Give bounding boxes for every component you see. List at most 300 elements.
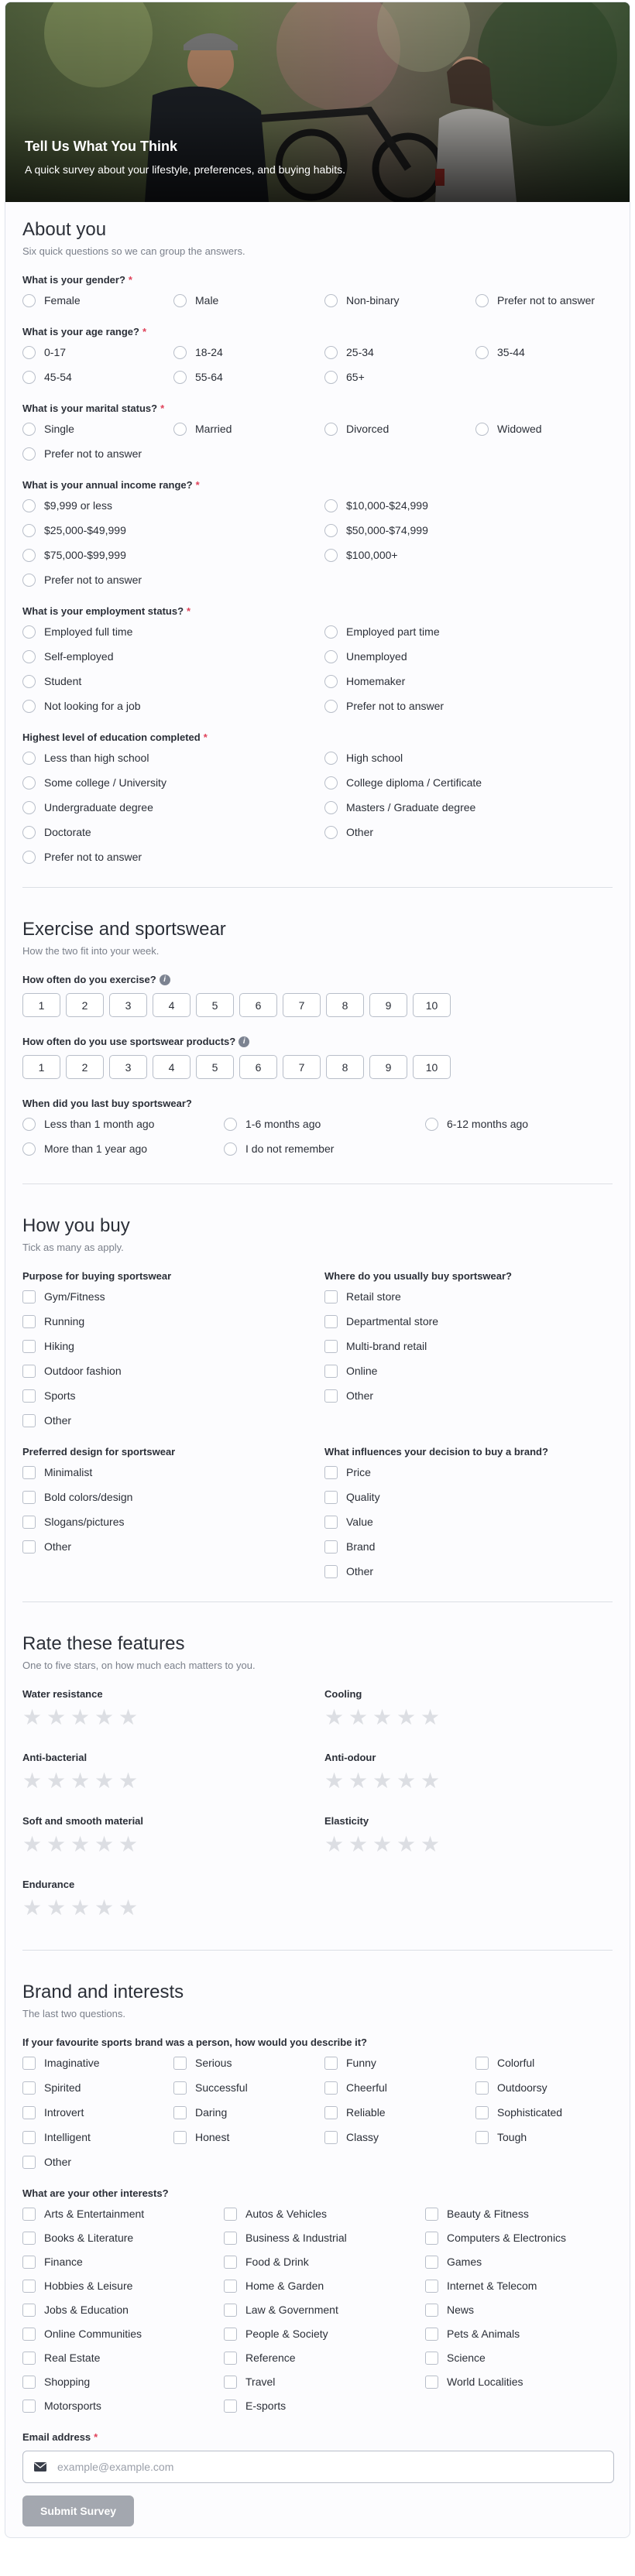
checkbox-option[interactable]: [22, 1465, 324, 1479]
checkbox-option[interactable]: [425, 2375, 626, 2389]
checkbox[interactable]: [425, 2304, 438, 2317]
star-icon[interactable]: ★: [348, 1705, 369, 1729]
radio-option[interactable]: [22, 699, 324, 713]
checkbox-option[interactable]: [425, 2279, 626, 2293]
section-subtitle: Tick as many as apply.: [22, 1242, 124, 1253]
scale-option-3[interactable]: 3: [109, 993, 147, 1017]
option-label: Other: [44, 1414, 72, 1427]
radio-option[interactable]: [173, 345, 324, 359]
radio-button[interactable]: [324, 423, 338, 436]
radio-button[interactable]: [324, 700, 338, 713]
radio-option[interactable]: [173, 422, 324, 436]
star-icon[interactable]: ★: [118, 1832, 139, 1856]
scale-option-7[interactable]: 7: [283, 1055, 321, 1079]
star-icon[interactable]: ★: [324, 1832, 345, 1856]
star-icon[interactable]: ★: [420, 1832, 441, 1856]
checkbox-option[interactable]: [22, 1540, 324, 1553]
checkbox-option[interactable]: [22, 2231, 224, 2245]
checkbox[interactable]: [425, 2280, 438, 2293]
radio-option[interactable]: [173, 370, 324, 384]
checkbox[interactable]: [224, 2376, 237, 2389]
checkbox[interactable]: [22, 1389, 36, 1403]
checkbox[interactable]: [22, 1516, 36, 1529]
checkbox-option[interactable]: [173, 2130, 324, 2144]
star-icon[interactable]: ★: [372, 1832, 393, 1856]
scale-option-8[interactable]: 8: [326, 1055, 364, 1079]
checkbox-option[interactable]: [324, 1389, 626, 1403]
checkbox-option[interactable]: [324, 2081, 475, 2095]
radio-option[interactable]: [324, 293, 475, 307]
checkbox-option[interactable]: [324, 1515, 626, 1529]
star-icon[interactable]: ★: [70, 1832, 91, 1856]
option-label: Male: [195, 294, 219, 307]
star-icon[interactable]: ★: [94, 1832, 115, 1856]
checkbox[interactable]: [324, 2081, 338, 2095]
radio-button[interactable]: [22, 675, 36, 688]
checkbox[interactable]: [425, 2352, 438, 2365]
star-icon[interactable]: ★: [396, 1832, 417, 1856]
option-label: Reference: [245, 2352, 296, 2364]
checkbox-option[interactable]: [224, 2255, 425, 2269]
checkbox-option[interactable]: [475, 2081, 626, 2095]
star-rating: [22, 1896, 324, 1920]
purpose-options: [22, 1290, 324, 1427]
radio-button[interactable]: [324, 826, 338, 839]
checkbox[interactable]: [324, 1540, 338, 1553]
checkbox-option[interactable]: [324, 1465, 626, 1479]
checkbox-option[interactable]: [425, 2327, 626, 2341]
checkbox-option[interactable]: [324, 1564, 626, 1578]
radio-button[interactable]: [324, 650, 338, 663]
option-label: Funny: [346, 2057, 376, 2069]
checkbox[interactable]: [22, 2131, 36, 2144]
scale-option-4[interactable]: 4: [153, 1055, 190, 1079]
checkbox[interactable]: [22, 1466, 36, 1479]
checkbox-option[interactable]: [324, 1364, 626, 1378]
checkbox-option[interactable]: [22, 1339, 324, 1353]
option-label: $50,000-$74,999: [346, 524, 428, 536]
radio-option[interactable]: [324, 649, 626, 663]
checkbox-option[interactable]: [224, 2207, 425, 2221]
star-icon[interactable]: ★: [22, 1769, 43, 1793]
scale-option-7[interactable]: 7: [283, 993, 321, 1017]
checkbox[interactable]: [475, 2131, 489, 2144]
star-icon[interactable]: ★: [420, 1705, 441, 1729]
radio-button[interactable]: [324, 675, 338, 688]
star-icon[interactable]: ★: [94, 1896, 115, 1920]
checkbox-option[interactable]: [224, 2327, 425, 2341]
checkbox-option[interactable]: [22, 2255, 224, 2269]
radio-button[interactable]: [22, 650, 36, 663]
checkbox[interactable]: [324, 1491, 338, 1504]
checkbox[interactable]: [173, 2081, 187, 2095]
radio-option[interactable]: [475, 422, 626, 436]
checkbox-option[interactable]: [324, 2130, 475, 2144]
star-icon[interactable]: ★: [70, 1896, 91, 1920]
radio-button[interactable]: [324, 625, 338, 639]
radio-button[interactable]: [324, 549, 338, 562]
checkbox-option[interactable]: [324, 1339, 626, 1353]
checkbox[interactable]: [324, 2057, 338, 2070]
radio-option[interactable]: [324, 523, 626, 537]
radio-button[interactable]: [425, 1118, 438, 1131]
checkbox-option[interactable]: [173, 2105, 324, 2119]
radio-option[interactable]: [22, 649, 324, 663]
checkbox[interactable]: [224, 2304, 237, 2317]
question-label: Purpose for buying sportswear: [22, 1270, 172, 1282]
radio-button[interactable]: [173, 294, 187, 307]
star-icon[interactable]: ★: [324, 1769, 345, 1793]
checkbox[interactable]: [324, 1365, 338, 1378]
star-icon[interactable]: ★: [46, 1705, 67, 1729]
checkbox-option[interactable]: [324, 1540, 626, 1553]
checkbox[interactable]: [425, 2256, 438, 2269]
checkbox-option[interactable]: [324, 2056, 475, 2070]
radio-button[interactable]: [224, 1142, 237, 1156]
radio-option[interactable]: [324, 699, 626, 713]
option-label: Daring: [195, 2106, 228, 2119]
star-icon[interactable]: ★: [22, 1896, 43, 1920]
checkbox[interactable]: [22, 1340, 36, 1353]
radio-button[interactable]: [224, 1118, 237, 1131]
option-label: Food & Drink: [245, 2256, 309, 2268]
radio-button[interactable]: [22, 499, 36, 512]
option-label: Cheerful: [346, 2081, 387, 2094]
checkbox[interactable]: [22, 2081, 36, 2095]
email-input[interactable]: [57, 2461, 584, 2473]
radio-option[interactable]: [22, 674, 324, 688]
radio-option[interactable]: [22, 345, 173, 359]
radio-button[interactable]: [22, 801, 36, 814]
checkbox[interactable]: [22, 2156, 36, 2169]
info-icon[interactable]: i: [160, 975, 170, 985]
star-icon[interactable]: ★: [22, 1832, 43, 1856]
checkbox[interactable]: [22, 1290, 36, 1303]
checkbox[interactable]: [22, 2208, 36, 2221]
radio-option[interactable]: [324, 800, 626, 814]
radio-option[interactable]: [224, 1142, 425, 1156]
radio-option[interactable]: [22, 850, 324, 864]
checkbox[interactable]: [22, 1540, 36, 1553]
star-icon[interactable]: ★: [46, 1769, 67, 1793]
checkbox-option[interactable]: [22, 2155, 173, 2169]
checkbox-option[interactable]: [224, 2279, 425, 2293]
submit-button[interactable]: Submit Survey: [22, 2496, 134, 2526]
star-icon[interactable]: ★: [372, 1769, 393, 1793]
checkbox[interactable]: [324, 1466, 338, 1479]
checkbox[interactable]: [425, 2328, 438, 2341]
checkbox-option[interactable]: [22, 2130, 173, 2144]
radio-option[interactable]: [22, 548, 324, 562]
checkbox[interactable]: [22, 1315, 36, 1328]
radio-button[interactable]: [22, 826, 36, 839]
radio-button[interactable]: [22, 625, 36, 639]
checkbox-option[interactable]: [22, 2056, 173, 2070]
checkbox[interactable]: [324, 1389, 338, 1403]
checkbox-option[interactable]: [324, 2105, 475, 2119]
checkbox[interactable]: [224, 2232, 237, 2245]
checkbox[interactable]: [475, 2057, 489, 2070]
radio-button[interactable]: [324, 346, 338, 359]
required-mark: *: [160, 402, 165, 414]
checkbox-option[interactable]: [173, 2081, 324, 2095]
checkbox[interactable]: [324, 1516, 338, 1529]
radio-option[interactable]: [324, 548, 626, 562]
radio-option[interactable]: [324, 625, 626, 639]
checkbox[interactable]: [224, 2280, 237, 2293]
star-icon[interactable]: ★: [22, 1705, 43, 1729]
radio-option[interactable]: [22, 293, 173, 307]
star-icon[interactable]: ★: [70, 1705, 91, 1729]
rating-label: Elasticity: [324, 1815, 369, 1827]
scale-option-2[interactable]: 2: [66, 993, 104, 1017]
checkbox[interactable]: [22, 2376, 36, 2389]
scale-option-6[interactable]: 6: [239, 1055, 277, 1079]
email-field[interactable]: [22, 2451, 614, 2483]
scale-option-5[interactable]: 5: [196, 1055, 234, 1079]
checkbox[interactable]: [22, 2256, 36, 2269]
last-buy-options: [22, 1117, 613, 1156]
checkbox-option[interactable]: [224, 2375, 425, 2389]
checkbox-option[interactable]: [224, 2399, 425, 2413]
checkbox-option[interactable]: [324, 1314, 626, 1328]
checkbox-option[interactable]: [224, 2303, 425, 2317]
radio-option[interactable]: [324, 498, 626, 512]
radio-button[interactable]: [324, 801, 338, 814]
radio-button[interactable]: [324, 294, 338, 307]
info-icon[interactable]: i: [239, 1036, 249, 1047]
checkbox[interactable]: [425, 2208, 438, 2221]
star-icon[interactable]: ★: [46, 1896, 67, 1920]
scale-option-10[interactable]: 10: [413, 993, 451, 1017]
checkbox-option[interactable]: [22, 1490, 324, 1504]
checkbox[interactable]: [224, 2352, 237, 2365]
radio-option[interactable]: [22, 422, 173, 436]
radio-option[interactable]: [324, 345, 475, 359]
checkbox[interactable]: [425, 2232, 438, 2245]
option-label: Outdoor fashion: [44, 1365, 122, 1377]
checkbox[interactable]: [22, 2352, 36, 2365]
star-icon[interactable]: ★: [46, 1832, 67, 1856]
radio-option[interactable]: [425, 1117, 626, 1131]
checkbox-option[interactable]: [22, 2279, 224, 2293]
checkbox[interactable]: [324, 1565, 338, 1578]
radio-button[interactable]: [22, 524, 36, 537]
star-icon[interactable]: ★: [324, 1705, 345, 1729]
radio-option[interactable]: [224, 1117, 425, 1131]
radio-button[interactable]: [173, 423, 187, 436]
scale-option-10[interactable]: 10: [413, 1055, 451, 1079]
radio-option[interactable]: [324, 422, 475, 436]
checkbox-option[interactable]: [324, 1490, 626, 1504]
checkbox-option[interactable]: [22, 2399, 224, 2413]
option-label: Quality: [346, 1491, 380, 1503]
scale-option-8[interactable]: 8: [326, 993, 364, 1017]
checkbox-option[interactable]: [475, 2130, 626, 2144]
checkbox[interactable]: [324, 1340, 338, 1353]
radio-option[interactable]: [22, 498, 324, 512]
radio-button[interactable]: [22, 574, 36, 587]
radio-button[interactable]: [22, 294, 36, 307]
star-icon[interactable]: ★: [396, 1705, 417, 1729]
star-icon[interactable]: ★: [118, 1896, 139, 1920]
radio-option[interactable]: [173, 293, 324, 307]
radio-button[interactable]: [475, 346, 489, 359]
scale-option-9[interactable]: 9: [369, 993, 407, 1017]
checkbox[interactable]: [22, 2280, 36, 2293]
star-icon[interactable]: ★: [420, 1769, 441, 1793]
checkbox[interactable]: [22, 2057, 36, 2070]
rating-label: Water resistance: [22, 1688, 103, 1700]
star-icon[interactable]: ★: [372, 1705, 393, 1729]
radio-button[interactable]: [173, 346, 187, 359]
checkbox-option[interactable]: [425, 2255, 626, 2269]
checkbox[interactable]: [22, 1365, 36, 1378]
checkbox[interactable]: [22, 2232, 36, 2245]
radio-button[interactable]: [22, 371, 36, 384]
radio-button[interactable]: [324, 524, 338, 537]
radio-button[interactable]: [22, 776, 36, 790]
checkbox-option[interactable]: [22, 1290, 324, 1303]
checkbox[interactable]: [324, 1290, 338, 1303]
checkbox-option[interactable]: [224, 2351, 425, 2365]
scale-option-1[interactable]: 1: [22, 993, 60, 1017]
checkbox[interactable]: [22, 2400, 36, 2413]
checkbox[interactable]: [22, 2304, 36, 2317]
checkbox-option[interactable]: [224, 2231, 425, 2245]
radio-option[interactable]: [324, 825, 626, 839]
star-icon[interactable]: ★: [118, 1705, 139, 1729]
checkbox[interactable]: [425, 2376, 438, 2389]
scale-option-4[interactable]: 4: [153, 993, 190, 1017]
radio-option[interactable]: [22, 523, 324, 537]
radio-button[interactable]: [22, 851, 36, 864]
star-icon[interactable]: ★: [94, 1705, 115, 1729]
radio-button[interactable]: [22, 447, 36, 461]
checkbox-option[interactable]: [475, 2105, 626, 2119]
radio-button[interactable]: [22, 1142, 36, 1156]
option-label: Pets & Animals: [447, 2328, 520, 2340]
radio-option[interactable]: [22, 625, 324, 639]
option-label: 35-44: [497, 346, 525, 358]
radio-button[interactable]: [475, 423, 489, 436]
scale-option-2[interactable]: 2: [66, 1055, 104, 1079]
checkbox[interactable]: [173, 2057, 187, 2070]
radio-option[interactable]: [22, 751, 324, 765]
radio-option[interactable]: [324, 370, 475, 384]
checkbox-option[interactable]: [173, 2056, 324, 2070]
checkbox[interactable]: [475, 2106, 489, 2119]
scale-option-6[interactable]: 6: [239, 993, 277, 1017]
checkbox[interactable]: [224, 2256, 237, 2269]
scale-option-9[interactable]: 9: [369, 1055, 407, 1079]
checkbox[interactable]: [324, 2131, 338, 2144]
star-icon[interactable]: ★: [348, 1769, 369, 1793]
checkbox-option[interactable]: [22, 1314, 324, 1328]
radio-option[interactable]: [22, 573, 324, 587]
radio-option[interactable]: [475, 293, 626, 307]
checkbox-option[interactable]: [22, 2351, 224, 2365]
radio-button[interactable]: [22, 549, 36, 562]
radio-option[interactable]: [324, 674, 626, 688]
section-about: [5, 202, 630, 888]
radio-option[interactable]: [324, 751, 626, 765]
checkbox-option[interactable]: [22, 1515, 324, 1529]
checkbox-option[interactable]: [475, 2056, 626, 2070]
checkbox-option[interactable]: [22, 2105, 173, 2119]
radio-option[interactable]: [22, 1142, 224, 1156]
checkbox[interactable]: [475, 2081, 489, 2095]
radio-button[interactable]: [22, 752, 36, 765]
checkbox[interactable]: [324, 1315, 338, 1328]
checkbox-option[interactable]: [22, 1389, 324, 1403]
checkbox-option[interactable]: [324, 1290, 626, 1303]
scale-option-5[interactable]: 5: [196, 993, 234, 1017]
checkbox[interactable]: [224, 2208, 237, 2221]
star-icon[interactable]: ★: [94, 1769, 115, 1793]
radio-button[interactable]: [324, 371, 338, 384]
checkbox-option[interactable]: [22, 1413, 324, 1427]
radio-button[interactable]: [22, 346, 36, 359]
checkbox[interactable]: [22, 2106, 36, 2119]
option-label: 45-54: [44, 371, 72, 383]
radio-button[interactable]: [22, 700, 36, 713]
checkbox[interactable]: [173, 2106, 187, 2119]
checkbox[interactable]: [224, 2328, 237, 2341]
checkbox-option[interactable]: [22, 2303, 224, 2317]
radio-option[interactable]: [22, 447, 173, 461]
radio-button[interactable]: [475, 294, 489, 307]
star-icon[interactable]: ★: [70, 1769, 91, 1793]
rating-label: Soft and smooth material: [22, 1815, 144, 1827]
checkbox-option[interactable]: [425, 2303, 626, 2317]
checkbox[interactable]: [22, 2328, 36, 2341]
checkbox[interactable]: [324, 2106, 338, 2119]
star-icon[interactable]: ★: [348, 1832, 369, 1856]
checkbox[interactable]: [22, 1414, 36, 1427]
checkbox-option[interactable]: [22, 2207, 224, 2221]
checkbox[interactable]: [22, 1491, 36, 1504]
checkbox-option[interactable]: [22, 2327, 224, 2341]
radio-option[interactable]: [22, 825, 324, 839]
checkbox-option[interactable]: [425, 2207, 626, 2221]
question-text: What is your employment status?: [22, 605, 184, 617]
radio-button[interactable]: [22, 423, 36, 436]
radio-button[interactable]: [324, 752, 338, 765]
radio-button[interactable]: [324, 776, 338, 790]
checkbox-option[interactable]: [425, 2351, 626, 2365]
checkbox[interactable]: [173, 2131, 187, 2144]
radio-option[interactable]: [475, 345, 626, 359]
star-icon[interactable]: ★: [396, 1769, 417, 1793]
checkbox-option[interactable]: [22, 2375, 224, 2389]
checkbox-option[interactable]: [425, 2231, 626, 2245]
star-icon[interactable]: ★: [118, 1769, 139, 1793]
checkbox[interactable]: [224, 2400, 237, 2413]
radio-option[interactable]: [22, 370, 173, 384]
radio-option[interactable]: [324, 776, 626, 790]
scale-option-3[interactable]: 3: [109, 1055, 147, 1079]
checkbox-option[interactable]: [22, 1364, 324, 1378]
radio-button[interactable]: [324, 499, 338, 512]
radio-button[interactable]: [22, 1118, 36, 1131]
radio-option[interactable]: [22, 1117, 224, 1131]
radio-option[interactable]: [22, 776, 324, 790]
radio-option[interactable]: [22, 800, 324, 814]
radio-button[interactable]: [173, 371, 187, 384]
checkbox-option[interactable]: [22, 2081, 173, 2095]
scale-option-1[interactable]: 1: [22, 1055, 60, 1079]
